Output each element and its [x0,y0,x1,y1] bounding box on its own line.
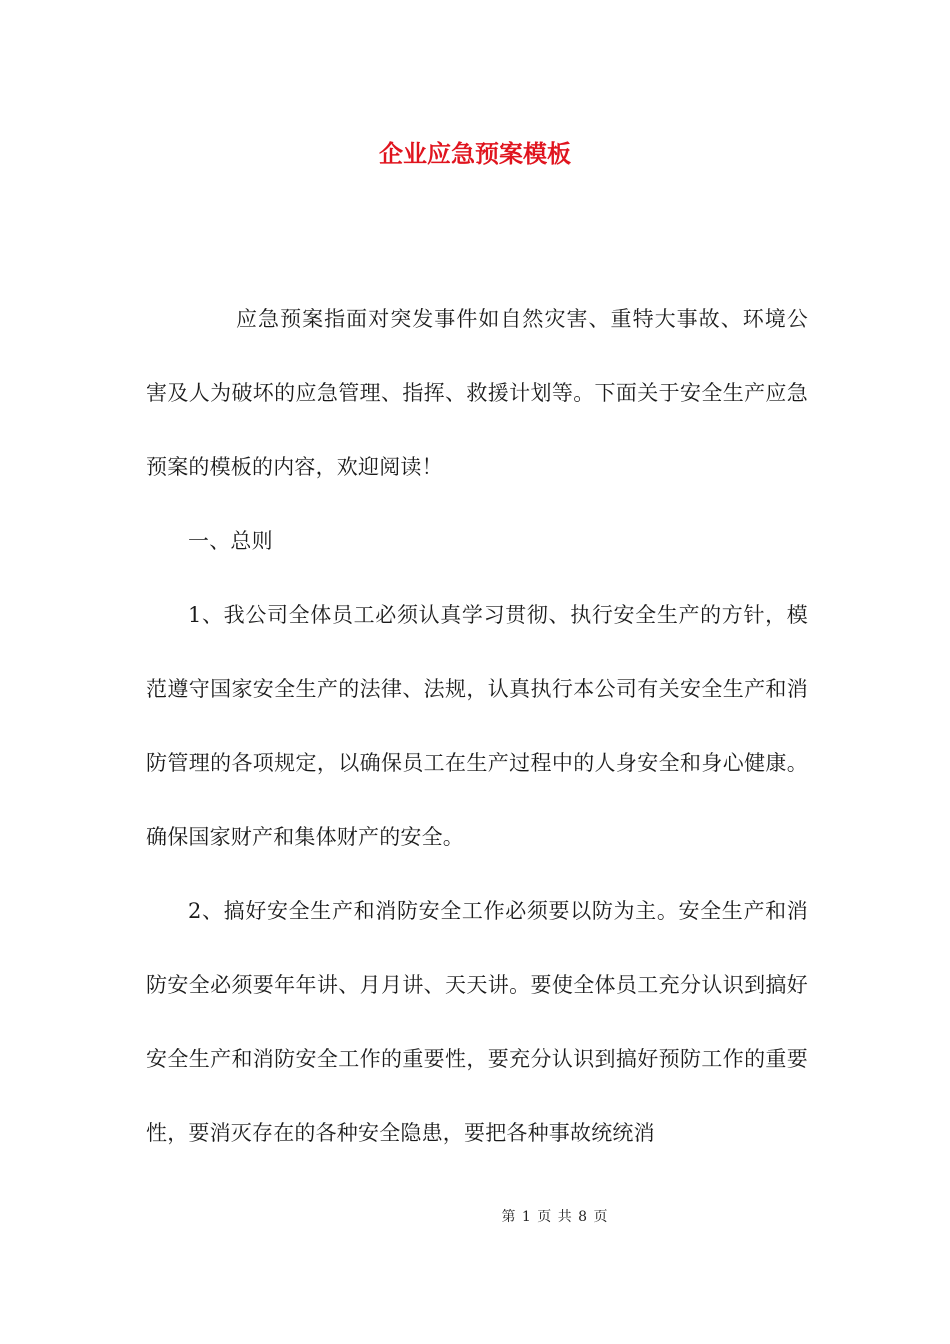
document-body [146,282,808,1170]
clause-1-paragraph: 1、我公司全体员工必须认真学习贯彻、执行安全生产的方针，模范遵守国家安全生产的法律、法规，认真执行本公司有关安全生产和消防管理的各项规定，以确保员工在生产过程中的人身安全和身心健康。确保国家财产和集体财产的安全。 [146,603,808,849]
page-number-footer: 第 1 页 共 8 页 [501,1209,609,1225]
section-heading-general: 一、总则 [188,529,273,553]
document-title: 企业应急预案模板 [379,139,571,168]
clause-2-paragraph: 2、搞好安全生产和消防安全工作必须要以防为主。安全生产和消防安全必须要年年讲、月月讲、天天讲。要使全体员工充分认识到搞好安全生产和消防安全工作的重要性，要充分认识到搞好预防工作的重要性，要消灭存在的各种安全隐患，要把各种事故统统消 [146,899,808,1145]
intro-paragraph: 应急预案指面对突发事件如自然灾害、重特大事故、环境公害及人为破坏的应急管理、指挥、救援计划等。下面关于安全生产应急预案的模板的内容，欢迎阅读！ [146,307,808,479]
